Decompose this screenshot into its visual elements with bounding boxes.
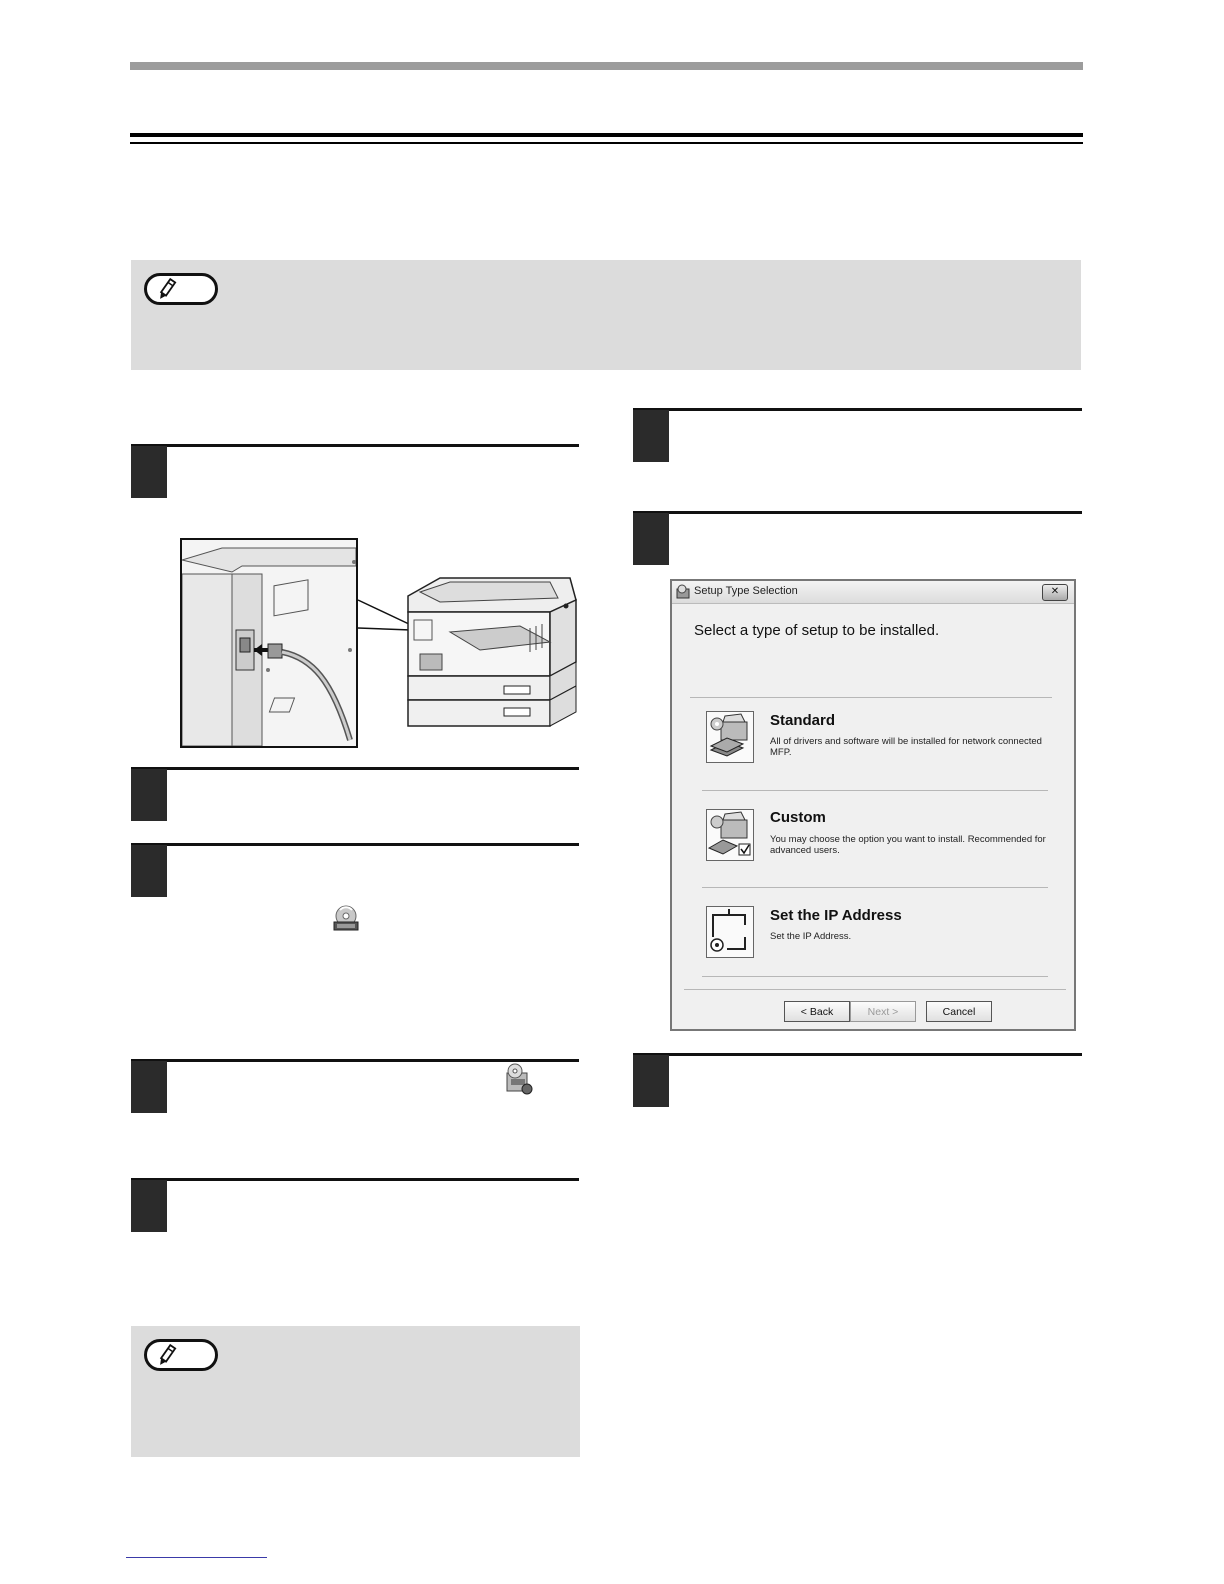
option-title: Set the IP Address (770, 907, 902, 924)
standard-setup-icon (706, 711, 754, 763)
step-marker-1 (131, 446, 167, 498)
step-bar-1 (131, 444, 579, 447)
step-bar-5 (131, 1178, 579, 1181)
setup-icon (676, 584, 691, 599)
cancel-button[interactable]: Cancel (926, 1001, 992, 1022)
footer-link-underline (126, 1557, 267, 1558)
next-button[interactable]: Next > (850, 1001, 916, 1022)
step-bar-7 (633, 511, 1082, 514)
option-description: All of drivers and software will be installed for network connected MFP. (770, 736, 1042, 758)
step-marker-7 (633, 513, 669, 565)
lan-connection-illustration (180, 538, 358, 748)
title-rule-thick (130, 133, 1083, 137)
header-rule (130, 62, 1083, 70)
dialog-title-bar (672, 581, 1074, 604)
pencil-icon (144, 273, 218, 305)
separator (702, 976, 1048, 977)
step-bar-3 (131, 843, 579, 846)
mfp-illustration (400, 572, 582, 738)
step-marker-6 (633, 410, 669, 462)
option-description: You may choose the option you want to install. Recommended for advanced users. (770, 834, 1046, 856)
cd-rom-icon (332, 905, 360, 931)
step-bar-2 (131, 767, 579, 770)
setup-icon (503, 1063, 533, 1095)
step-marker-4 (131, 1061, 167, 1113)
setup-type-selection-dialog (670, 579, 1076, 1031)
step-marker-2 (131, 769, 167, 821)
back-button[interactable]: < Back (784, 1001, 850, 1022)
separator (702, 790, 1048, 791)
separator (684, 989, 1066, 990)
note-box-bottom (131, 1326, 580, 1457)
step-marker-3 (131, 845, 167, 897)
step-bar-4 (131, 1059, 579, 1062)
note-box-top (131, 260, 1081, 370)
separator (690, 697, 1052, 698)
step-bar-8 (633, 1053, 1082, 1056)
step-marker-8 (633, 1055, 669, 1107)
dialog-title: Setup Type Selection (694, 585, 798, 597)
custom-setup-icon (706, 809, 754, 861)
title-rule-thin (130, 142, 1083, 144)
close-button[interactable]: ✕ (1042, 584, 1068, 601)
separator (702, 887, 1048, 888)
step-bar-6 (633, 408, 1082, 411)
ip-address-icon (706, 906, 754, 958)
option-description: Set the IP Address. (770, 931, 852, 942)
dialog-heading: Select a type of setup to be installed. (694, 622, 940, 639)
pencil-icon (144, 1339, 218, 1371)
option-title: Standard (770, 712, 836, 729)
step-marker-5 (131, 1180, 167, 1232)
option-title: Custom (770, 809, 826, 826)
